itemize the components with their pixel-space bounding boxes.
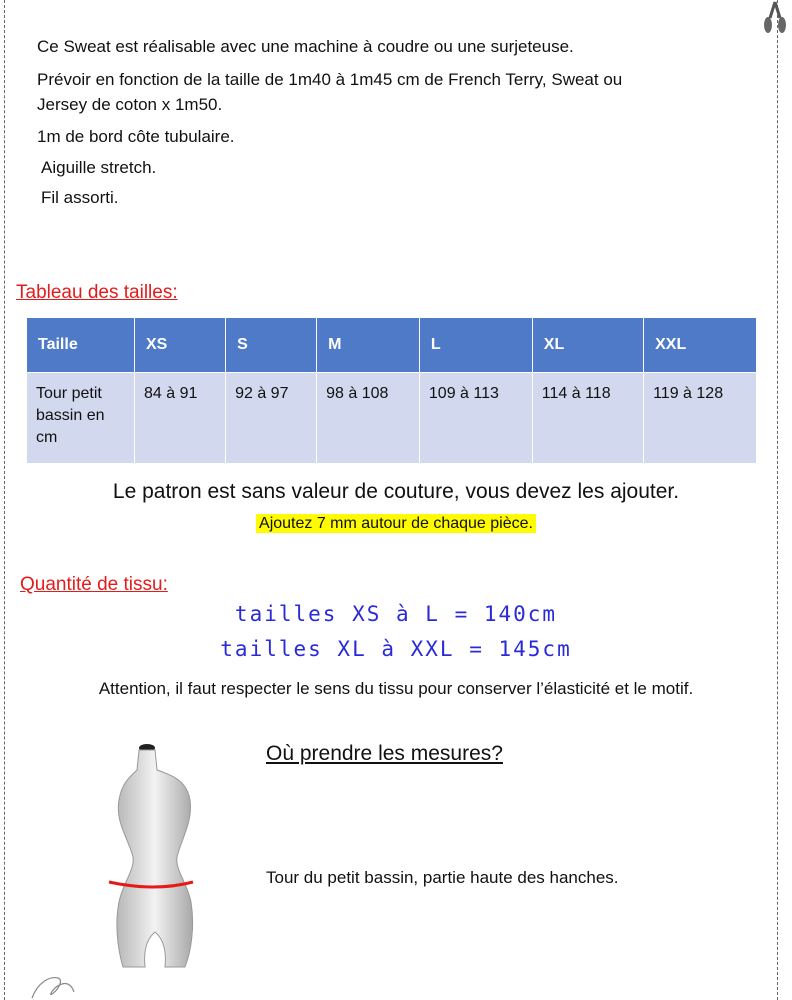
intro-line-3: Jersey de coton x 1m50. <box>37 95 223 114</box>
fabric-warning: Attention, il faut respecter le sens du tissu pour conserver l’élasticité et le motif. <box>98 679 694 698</box>
table-row <box>27 373 757 464</box>
size-value-xs: 84 à 91 <box>135 373 226 464</box>
intro-line-4: 1m de bord côte tubulaire. <box>37 127 235 146</box>
size-value-xl: 114 à 118 <box>532 373 643 464</box>
fabric-line-1: tailles XS à L = 140cm <box>234 602 558 626</box>
row-label: Tour petit bassin en cm <box>27 373 135 464</box>
seam-note: Le patron est sans valeur de couture, vous devez les ajouter. <box>112 480 680 503</box>
seam-highlight: Ajoutez 7 mm autour de chaque pièce. <box>256 514 536 533</box>
size-value-m: 98 à 108 <box>317 373 420 464</box>
size-table-header-row <box>27 318 757 373</box>
fabric-heading: Quantité de tissu: <box>20 574 168 595</box>
size-value-l: 109 à 113 <box>419 373 532 464</box>
size-header-s: S <box>226 318 317 373</box>
size-header-m: M <box>317 318 420 373</box>
size-value-xxl: 119 à 128 <box>644 373 757 464</box>
intro-line-5: Aiguille stretch. <box>41 158 157 177</box>
size-table <box>26 317 757 464</box>
signature-icon <box>28 972 78 1000</box>
size-table-heading: Tableau des tailles: <box>16 282 178 303</box>
intro-line-6: Fil assorti. <box>41 188 119 207</box>
mannequin-image <box>95 742 215 972</box>
size-value-s: 92 à 97 <box>226 373 317 464</box>
size-header-xxl: XXL <box>644 318 757 373</box>
fabric-line-2: tailles XL à XXL = 145cm <box>220 637 572 661</box>
size-header-xs: XS <box>135 318 226 373</box>
intro-line-2: Prévoir en fonction de la taille de 1m40 à 1m45 cm de French Terry, Sweat ou <box>37 70 623 89</box>
size-header-l: L <box>419 318 532 373</box>
intro-line-1: Ce Sweat est réalisable avec une machine à coudre ou une surjeteuse. <box>37 37 574 56</box>
size-header-taille: Taille <box>27 318 135 373</box>
measures-heading: Où prendre les mesures? <box>266 742 503 765</box>
measures-description: Tour du petit bassin, partie haute des hanches. <box>266 868 619 887</box>
size-header-xl: XL <box>532 318 643 373</box>
scissors-icon <box>760 0 790 36</box>
